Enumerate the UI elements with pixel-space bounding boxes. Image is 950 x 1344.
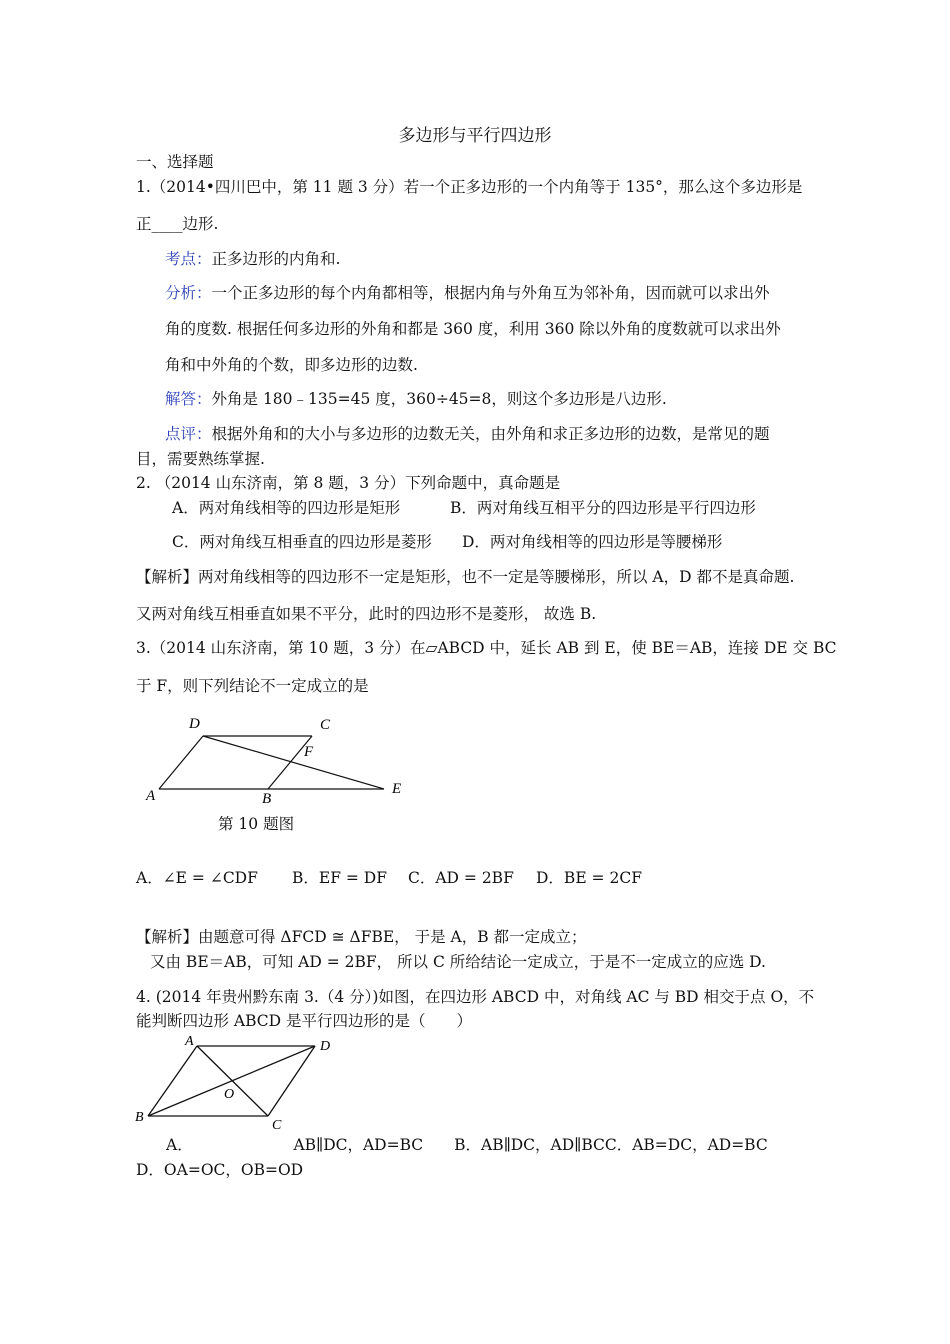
label-a: A [146, 788, 156, 804]
kaodian-text: 正多边形的内角和. [211, 250, 341, 268]
fenxi-text-2: 角的度数. 根据任何多边形的外角和都是 360 度，利用 360 除以外角的度数就可以求出外 [165, 320, 781, 338]
q2-jiexi-1: 【解析】两对角线相等的四边形不一定是矩形，也不一定是等腰梯形，所以 A，D 都不是真命题. [136, 568, 795, 586]
q4-stem-line1: 4. (2014 年贵州黔东南 3.（4 分）)如图，在四边形 ABCD 中，对角线 AC 与 BD 相交于点 O，不 [136, 988, 815, 1006]
q2-stem: 2. （2014 山东济南，第 8 题，3 分）下列命题中，真命题是 [136, 474, 561, 492]
q3-stem-line2: 于 F，则下列结论不一定成立的是 [136, 677, 369, 695]
jieda-text: 外角是 180﹣135=45 度，360÷45=8，则这个多边形是八边形. [211, 390, 667, 408]
q1-stem-line1: 1.（2014•四川巴中，第 11 题 3 分）若一个正多边形的一个内角等于 135°，那么这个多边形是 [136, 178, 803, 196]
dianping-text-2: 目，需要熟练掌握. [136, 450, 265, 468]
q2-option-c: C．两对角线互相垂直的四边形是菱形 [172, 533, 432, 551]
section-heading: 一、选择题 [136, 153, 214, 171]
dianping-text-1: 根据外角和的大小与多边形的边数无关，由外角和求正多边形的边数，是常见的题 [211, 425, 770, 443]
kaodian-label: 考点： [165, 250, 212, 268]
q2-option-b: B．两对角线互相平分的四边形是平行四边形 [450, 499, 756, 517]
fenxi-text-3: 角和中外角的个数，即多边形的边数. [165, 356, 418, 374]
q4-figure-lines [148, 1046, 315, 1116]
q3-jiexi-2: 又由 BE＝AB，可知 AD = 2BF， 所以 C 所给结论一定成立，于是不一定成立的应选 D. [150, 953, 766, 971]
q4-options-line1: A． AB∥DC，AD=BC B．AB∥DC，AD∥BCC．AB=DC，AD=BC [166, 1136, 768, 1154]
fenxi-text-1: 一个正多边形的每个内角都相等，根据内角与外角互为邻补角，因而就可以求出外 [211, 284, 770, 302]
q4-stem-line2: 能判断四边形 ABCD 是平行四边形的是（ ） [136, 1012, 473, 1030]
q2-jiexi-2: 又两对角线互相垂直如果不平分，此时的四边形不是菱形， 故选 B. [136, 605, 597, 623]
label-d: D [189, 716, 200, 732]
label-b-4: B [135, 1110, 144, 1125]
q2-option-d: D．两对角线相等的四边形是等腰梯形 [462, 533, 723, 551]
q3-figure-lines [159, 736, 384, 789]
q3-option-d: D．BE = 2CF [536, 869, 642, 887]
label-b: B [262, 791, 272, 807]
label-c-4: C [272, 1118, 282, 1133]
fenxi-label: 分析： [165, 284, 212, 302]
q3-option-c: C．AD = 2BF [408, 869, 514, 887]
segment-ad [159, 736, 203, 789]
page-title: 多边形与平行四边形 [398, 126, 552, 146]
label-f: F [304, 744, 314, 760]
q3-jiexi-1: 【解析】由题意可得 ΔFCD ≅ ΔFBE， 于是 A，B 都一定成立； [136, 928, 587, 946]
label-a-4: A [185, 1034, 194, 1049]
q3-option-b: B．EF = DF [292, 869, 387, 887]
q1-stem-line2: 正____边形. [136, 215, 219, 233]
jieda-label: 解答： [165, 390, 212, 408]
dianping-label: 点评： [165, 425, 212, 443]
q3-figure-caption: 第 10 题图 [218, 815, 295, 833]
segment-de [203, 736, 384, 789]
label-c: C [320, 717, 331, 733]
q3-option-a: A．∠E = ∠CDF [136, 869, 258, 887]
q3-stem-line1: 3.（2014 山东济南，第 10 题，3 分）在▱ABCD 中，延长 AB 到 E，使 BE＝AB，连接 DE 交 BC [136, 639, 837, 657]
q4-options-line2: D．OA=OC，OB=OD [136, 1161, 304, 1179]
label-e: E [392, 781, 402, 797]
q2-option-a: A．两对角线相等的四边形是矩形 [172, 499, 401, 517]
label-o-4: O [224, 1087, 235, 1102]
label-d-4: D [320, 1039, 331, 1054]
